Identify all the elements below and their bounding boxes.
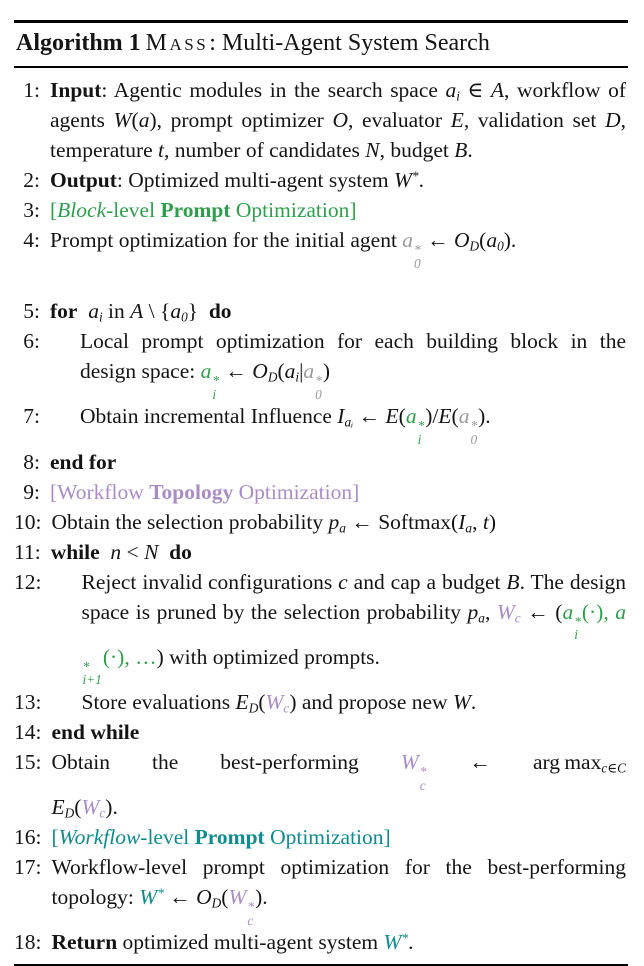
- inline-segment: W * c: [400, 749, 427, 793]
- inline-segment: ←: [163, 885, 197, 910]
- script-glyph: i: [417, 431, 422, 447]
- inline-segment: [: [51, 825, 59, 850]
- inline-segment: (: [277, 359, 285, 384]
- algorithm-line-1: [14, 75, 628, 165]
- line-spacer: [14, 270, 628, 296]
- inline-segment: Input: [50, 78, 102, 102]
- line-number: 14:: [14, 719, 42, 744]
- inline-segment: .: [470, 689, 477, 714]
- line-text: [50, 195, 628, 225]
- inline-segment: O: [332, 108, 348, 132]
- script-glyph: *: [247, 899, 255, 915]
- line-text: [50, 326, 628, 401]
- subscript: 0: [497, 238, 504, 254]
- stacked-subsup: [247, 900, 254, 927]
- algorithm-line-11: [14, 537, 628, 567]
- line-number: 6:: [23, 329, 40, 354]
- line-number: 1:: [23, 78, 40, 102]
- inline-segment: (: [479, 228, 487, 252]
- stacked-subsup: [82, 660, 101, 687]
- inline-segment: }: [187, 299, 209, 324]
- line-number: 17:: [14, 855, 42, 880]
- line-number: 7:: [23, 404, 40, 429]
- inline-segment: a * 0: [303, 359, 322, 402]
- script-glyph: 0: [414, 255, 421, 271]
- inline-segment: Workflow: [58, 825, 141, 850]
- inline-segment: ).: [255, 885, 268, 910]
- inline-segment: , temperature: [50, 108, 626, 162]
- inline-segment: A: [130, 299, 144, 324]
- inline-segment: ,: [472, 509, 483, 534]
- subscript: i: [456, 88, 460, 104]
- inline-segment: (·), …: [102, 644, 157, 669]
- inline-segment: ← Softmax(: [345, 509, 459, 534]
- inline-segment: D: [605, 108, 621, 132]
- script-glyph: *: [419, 763, 427, 779]
- algorithm-line-4: [14, 225, 628, 270]
- subscript: i: [295, 369, 300, 385]
- inline-segment: , number of candidates: [164, 138, 366, 162]
- inline-segment: : Multi-Agent System Search: [209, 30, 490, 56]
- inline-segment: Block: [57, 198, 107, 222]
- inline-segment: do: [208, 299, 232, 324]
- inline-segment: $p_a$: [467, 599, 485, 626]
- line-number: 9:: [23, 479, 40, 504]
- inline-segment: Return: [51, 930, 118, 955]
- inline-segment: t: [482, 509, 489, 534]
- inline-segment: $a_0$: [170, 299, 188, 325]
- inline-segment: ) and propose new: [289, 689, 453, 714]
- inline-segment: a * 0: [458, 404, 478, 447]
- inline-segment: $p_a$: [328, 509, 346, 536]
- script-glyph: *: [82, 658, 90, 674]
- inline-segment: Prompt: [160, 198, 231, 222]
- inline-segment: ← arg $\max_{c\in C}$: [427, 749, 627, 776]
- line-text: [50, 401, 628, 446]
- line-text: [50, 447, 628, 477]
- line-text: [50, 477, 628, 507]
- stacked-subsup: [418, 419, 425, 446]
- algorithm-line-2: [14, 165, 628, 195]
- inline-segment: in: [102, 299, 131, 324]
- algorithm-line-13: [14, 687, 628, 717]
- algorithm-line-17: [14, 852, 628, 927]
- algorithm-line-6: [14, 326, 628, 401]
- inline-segment: Optimization]: [264, 825, 391, 850]
- algorithm-line-5: [14, 296, 628, 326]
- inline-segment: $W_c$: [265, 689, 290, 716]
- script-glyph: c: [247, 912, 254, 928]
- inline-segment: .: [467, 138, 473, 162]
- inline-segment: W*: [394, 168, 419, 192]
- script-glyph: *: [574, 613, 581, 629]
- line-number: 8:: [23, 449, 40, 474]
- inline-segment: ←: [353, 404, 386, 429]
- inline-segment: $W_c$: [496, 599, 521, 626]
- inline-segment: Store evaluations: [81, 689, 236, 714]
- line-text: [51, 567, 628, 687]
- inline-segment: a * i+1: [82, 599, 626, 688]
- inline-segment: [: [50, 198, 58, 222]
- inline-segment: $E_D$: [235, 689, 259, 716]
- inline-segment: $W_c$: [81, 795, 106, 821]
- inline-segment: [Workflow: [50, 479, 150, 504]
- inline-segment: $a_i$: [284, 359, 300, 385]
- inline-segment: -level: [140, 825, 195, 850]
- inline-segment: Workflow-level prompt optimization for the best-performing topology:: [51, 855, 626, 910]
- inline-segment: E: [385, 404, 399, 429]
- inline-segment: $O_D$: [196, 885, 222, 911]
- inline-segment: optimized multi-agent system: [117, 930, 384, 955]
- inline-segment: a * i: [200, 359, 220, 402]
- inline-segment: $a_i$: [88, 299, 103, 325]
- algorithm-line-14: [14, 717, 628, 747]
- inline-segment: ).: [503, 228, 517, 252]
- inline-segment: )/: [425, 404, 439, 429]
- inline-segment: .: [408, 930, 414, 955]
- inline-segment: ): [488, 509, 496, 534]
- subscript: c: [99, 805, 106, 821]
- inline-segment: Obtain the best-performing: [51, 749, 401, 774]
- script-glyph: *: [212, 373, 220, 389]
- stacked-subsup: [212, 374, 219, 401]
- stacked-subsup: [420, 765, 427, 792]
- line-number: 11:: [14, 539, 41, 564]
- line-number: 4:: [23, 228, 40, 252]
- inline-segment: ←: [220, 359, 253, 384]
- subscript: D: [267, 369, 278, 385]
- subscript: c∈C: [601, 760, 627, 776]
- inline-segment: ), prompt optimizer: [149, 108, 333, 132]
- algorithm-line-3: [14, 195, 628, 225]
- inline-segment: Output: [50, 168, 117, 192]
- inline-segment: end for: [50, 449, 117, 474]
- line-text: [51, 852, 628, 927]
- line-text: [51, 507, 628, 537]
- subscript: 0: [181, 309, 188, 325]
- subscript: aᵢ: [344, 415, 354, 431]
- inline-segment: , evaluator: [348, 108, 451, 132]
- stacked-subsup: [470, 419, 477, 446]
- stacked-subsup: [574, 615, 581, 642]
- line-number: 5:: [23, 299, 40, 324]
- inline-segment: Obtain incremental Influence: [80, 404, 338, 429]
- script-glyph: *: [315, 373, 322, 389]
- stacked-subsup: [315, 374, 322, 401]
- inline-segment: A: [490, 78, 505, 102]
- inline-segment: \ {: [143, 299, 171, 324]
- inline-segment: ∈: [459, 78, 491, 102]
- inline-segment: W: [452, 689, 471, 714]
- inline-segment: (: [398, 404, 406, 429]
- line-number: 12:: [14, 569, 42, 594]
- inline-segment: $a_i$: [445, 78, 460, 104]
- script-glyph: 0: [470, 431, 478, 447]
- script-glyph: *: [414, 242, 421, 257]
- superscript: *: [157, 885, 164, 901]
- inline-segment: $O_D$: [252, 359, 278, 385]
- inline-segment: Prompt optimization for the initial agent: [50, 228, 403, 252]
- subscript: D: [469, 238, 480, 254]
- stacked-subsup: [414, 243, 421, 270]
- algorithm-line-15: [14, 747, 628, 822]
- algorithm-line-9: [14, 477, 628, 507]
- superscript: *: [401, 930, 409, 946]
- inline-segment: |: [299, 359, 304, 384]
- inline-segment: (: [258, 689, 266, 714]
- inline-segment: .: [418, 168, 424, 192]
- subscript: i: [98, 309, 103, 325]
- line-number: 2:: [23, 168, 40, 192]
- inline-segment: -level: [106, 198, 161, 222]
- subscript: D: [211, 895, 222, 911]
- subscript: D: [248, 700, 259, 716]
- script-glyph: 0: [315, 386, 322, 402]
- line-number: 18:: [14, 930, 42, 955]
- line-text: [51, 717, 628, 747]
- algorithm-line-12: [14, 567, 628, 687]
- inline-segment: E: [450, 108, 464, 132]
- subscript: D: [64, 805, 75, 821]
- algorithm-listing: [14, 68, 628, 957]
- inline-segment: W: [113, 108, 132, 132]
- algorithm-line-10: [14, 507, 628, 537]
- inline-segment: (: [74, 795, 82, 820]
- inline-segment: a * i: [562, 599, 581, 643]
- inline-segment: Obtain the selection probability: [51, 509, 329, 534]
- line-number: 10:: [14, 509, 42, 534]
- inline-segment: Prompt: [194, 825, 265, 850]
- inline-segment: (: [451, 404, 459, 429]
- inline-segment: N: [365, 138, 380, 162]
- inline-segment: ,: [484, 599, 497, 624]
- inline-segment: Mass: [145, 30, 209, 56]
- inline-segment: n: [110, 539, 122, 564]
- inline-segment: Topology: [149, 479, 234, 504]
- inline-segment: $I_a$: [458, 509, 473, 536]
- line-text: [51, 747, 628, 822]
- line-text: [51, 537, 628, 567]
- line-number: 16:: [14, 825, 42, 850]
- inline-segment: W*: [139, 885, 164, 910]
- inline-segment: W*: [383, 930, 409, 955]
- subscript: c: [283, 700, 290, 716]
- inline-segment: [158, 540, 169, 564]
- inline-segment: : Agentic modules in the search space: [101, 78, 446, 102]
- inline-segment: $O_D$: [453, 228, 480, 254]
- inline-segment: Local prompt optimization for each building block in the design space:: [80, 329, 626, 384]
- algorithm-line-7: [14, 401, 628, 446]
- inline-segment: , workflow of agents: [50, 78, 626, 132]
- inline-segment: ): [322, 359, 330, 384]
- inline-segment: while: [50, 539, 111, 564]
- inline-segment: (: [131, 108, 139, 132]
- script-glyph: i+1: [82, 672, 102, 688]
- inline-segment: $a_0$: [486, 228, 504, 254]
- inline-segment: ←: [421, 228, 454, 252]
- script-glyph: *: [417, 418, 425, 434]
- inline-segment: Algorithm 1: [16, 30, 141, 56]
- inline-segment: c: [338, 569, 348, 594]
- inline-segment: Optimization]: [233, 479, 360, 504]
- inline-segment: $E_D$: [51, 795, 75, 821]
- inline-segment: do: [169, 539, 192, 564]
- inline-segment: (·),: [581, 599, 616, 624]
- line-text: [50, 165, 628, 195]
- inline-segment: a * 0: [402, 228, 421, 271]
- inline-segment: W * c: [228, 885, 255, 928]
- subscript: c: [514, 610, 521, 626]
- inline-segment: for: [50, 299, 89, 324]
- inline-segment: (: [221, 885, 229, 910]
- inline-segment: N: [144, 539, 159, 564]
- superscript: *: [411, 168, 419, 184]
- inline-segment: . The design space is pruned by the selection probability: [81, 569, 627, 624]
- inline-segment: Reject invalid configurations: [81, 569, 339, 594]
- inline-segment: <: [121, 539, 145, 564]
- algorithm-caption: [14, 23, 628, 68]
- algorithm-line-18: [14, 927, 628, 957]
- subscript: a: [465, 520, 473, 536]
- inline-segment: ).: [478, 404, 491, 429]
- script-glyph: c: [419, 777, 426, 793]
- inline-segment: ) with optimized prompts.: [156, 644, 380, 669]
- line-number: 13:: [14, 689, 42, 714]
- inline-segment: a: [138, 108, 150, 132]
- inline-segment: : Optimized multi-agent system: [116, 168, 394, 192]
- algorithm-line-16: [14, 822, 628, 852]
- line-text: [50, 296, 628, 326]
- subscript: a: [478, 610, 485, 626]
- line-text: [51, 687, 628, 717]
- line-number: 3:: [23, 198, 40, 222]
- script-glyph: i: [574, 627, 578, 643]
- inline-segment: ).: [105, 795, 118, 820]
- line-text: [51, 822, 628, 852]
- inline-segment: Optimization]: [230, 198, 357, 222]
- inline-segment: , budget: [379, 138, 455, 162]
- inline-segment: E: [438, 404, 452, 429]
- inline-segment: , validation set: [463, 108, 606, 132]
- subscript: a: [339, 520, 346, 536]
- inline-segment: ← (: [520, 599, 563, 624]
- inline-segment: and cap a budget: [347, 569, 507, 594]
- inline-segment: a * i: [405, 404, 425, 447]
- line-text: [50, 225, 628, 270]
- inline-segment: B: [454, 138, 468, 162]
- inline-segment: t: [158, 138, 165, 162]
- line-text: [50, 75, 628, 165]
- algorithm-line-8: [14, 447, 628, 477]
- script-glyph: *: [470, 418, 478, 434]
- inline-segment: end while: [51, 719, 140, 744]
- line-number: 15:: [14, 749, 42, 774]
- line-text: [51, 927, 628, 957]
- inline-segment: $I_{aᵢ}$: [337, 404, 354, 431]
- script-glyph: i: [212, 386, 217, 402]
- inline-segment: B: [506, 569, 520, 594]
